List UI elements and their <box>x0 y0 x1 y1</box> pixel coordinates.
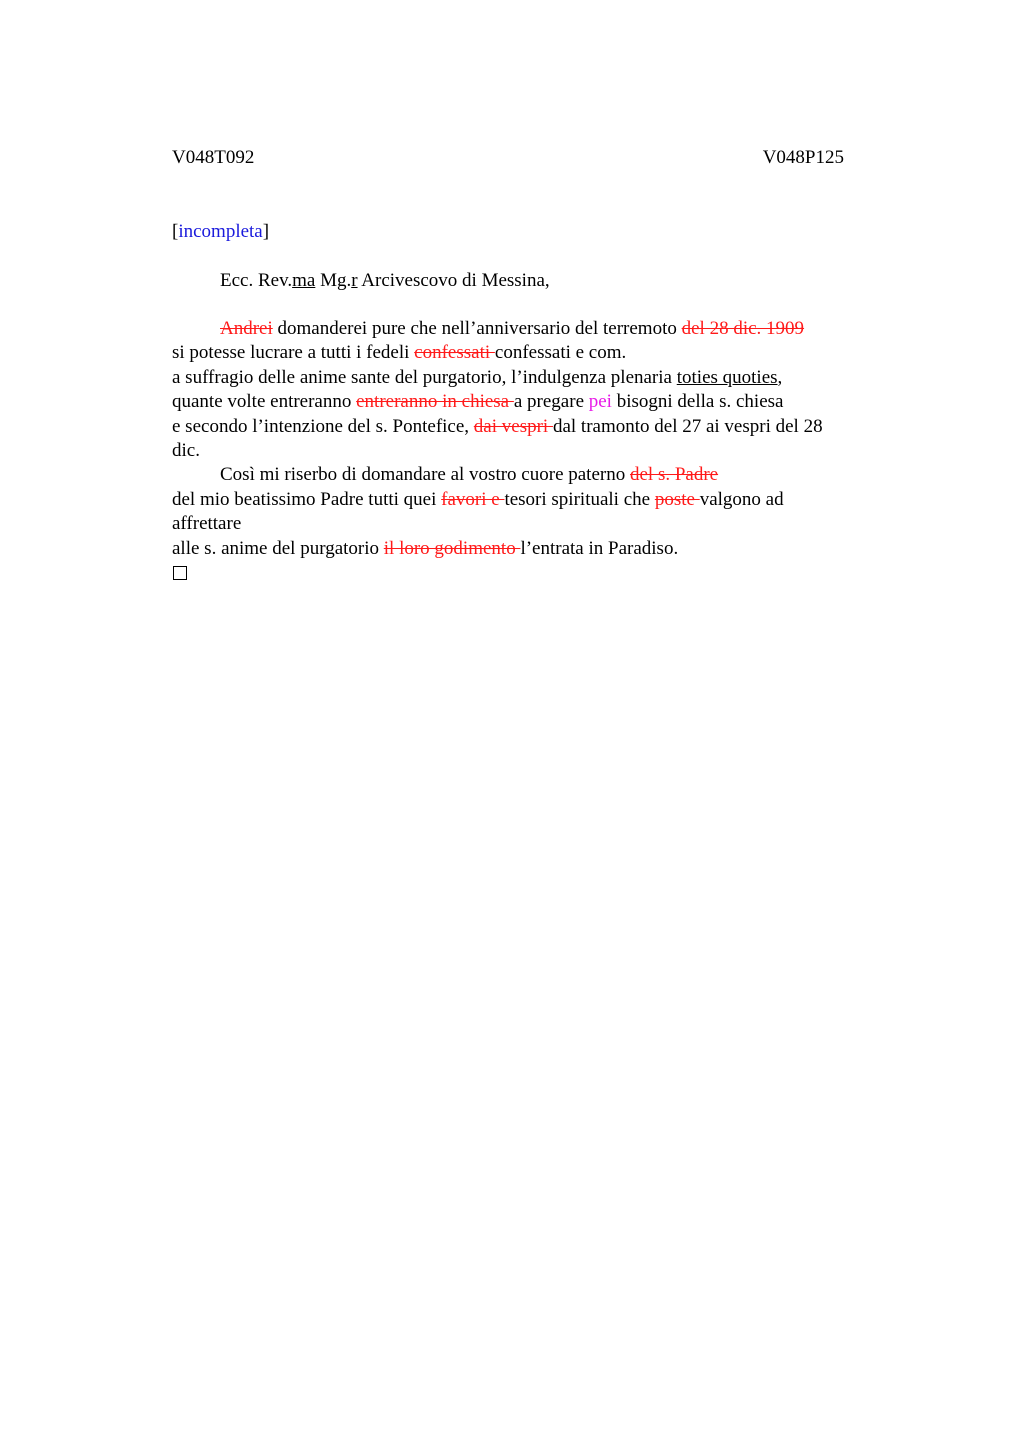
greeting-sup-ma: ma <box>292 270 316 291</box>
line-text: dic. <box>172 440 200 462</box>
deleted-text: il loro godimento <box>383 537 521 559</box>
highlighted-text: pei <box>588 391 612 413</box>
body-line <box>172 439 892 463</box>
status-note <box>172 220 269 244</box>
body-line <box>172 463 892 487</box>
line-text: , <box>777 366 783 388</box>
line-text: bisogni della s. chiesa <box>611 391 784 413</box>
line-text: domanderei pure che nell’anniversario del terremoto <box>272 318 682 339</box>
line-text: si potesse lucrare a tutti i fedeli <box>172 342 415 364</box>
greeting <box>220 269 550 293</box>
deleted-text: del s. Padre <box>629 464 719 486</box>
deleted-text: confessati <box>414 342 495 364</box>
body-line <box>172 512 892 536</box>
line-text: e secondo l’intenzione del s. Pontefice, <box>172 415 474 437</box>
body-line <box>172 317 892 341</box>
line-text: valgono ad <box>699 488 784 510</box>
line-text: alle s. anime del purgatorio <box>172 537 384 559</box>
deleted-text: del 28 dic. 1909 <box>681 318 805 339</box>
line-text: a suffragio delle anime sante del purgatorio, l’indulgenza plenaria <box>172 366 677 388</box>
square-box-icon <box>173 566 187 580</box>
status-open-bracket: [ <box>172 221 179 242</box>
underlined-text: toties quoties <box>676 366 778 388</box>
document-header <box>172 146 844 170</box>
letter-body <box>172 317 892 561</box>
line-text: l’entrata in Paradiso. <box>520 537 679 559</box>
line-text: tesori spirituali che <box>504 488 655 510</box>
line-text: Così mi riserbo di domandare al vostro cuore paterno <box>220 464 630 486</box>
line-text: affrettare <box>172 513 242 535</box>
deleted-text: dai vespri <box>473 415 553 437</box>
greeting-post: Arcivescovo di Messina, <box>357 270 550 291</box>
greeting-pre: Ecc. Rev. <box>220 270 293 291</box>
line-text: dal tramonto del 27 ai vespri del 28 <box>552 415 823 437</box>
left-code: V048T092 <box>172 147 255 168</box>
deleted-text: poste <box>654 488 700 510</box>
line-text: confessati e com. <box>494 342 627 364</box>
body-line <box>172 415 892 439</box>
status-tag: incompleta <box>178 221 263 242</box>
greeting-sup-r: r <box>351 270 358 291</box>
body-line <box>172 390 892 414</box>
greeting-mid: Mg. <box>315 270 352 291</box>
line-text: a pregare <box>513 391 589 413</box>
deleted-text: entreranno in chiesa <box>356 391 514 413</box>
line-text: del mio beatissimo Padre tutti quei <box>172 488 442 510</box>
status-close-bracket: ] <box>262 221 270 242</box>
deleted-text: favori e <box>441 488 505 510</box>
body-line <box>172 537 892 561</box>
deleted-text: Andrei <box>220 318 273 339</box>
body-line <box>172 341 892 365</box>
right-code: V048P125 <box>762 147 844 168</box>
body-line <box>172 366 892 390</box>
body-line <box>172 488 892 512</box>
line-text: quante volte entreranno <box>172 391 357 413</box>
